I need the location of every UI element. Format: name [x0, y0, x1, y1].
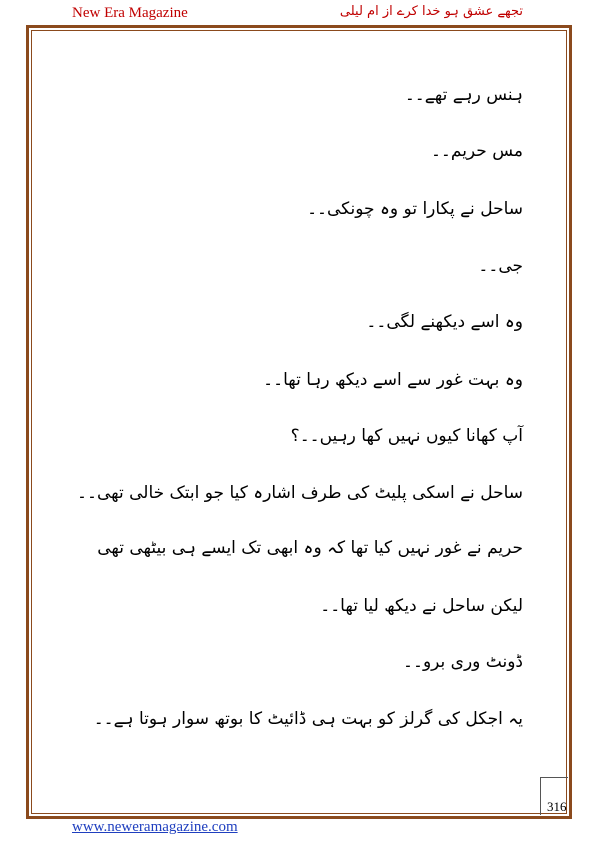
novel-title: تجھے عشق ہو خدا کرے از ام لیلی: [339, 4, 523, 19]
text-line: یہ اجکل کی گرلز کو بہت ہی ڈائیٹ کا بوتھ سوار ہوتا ہے۔۔: [93, 709, 523, 729]
website-link[interactable]: www.neweramagazine.com: [72, 819, 238, 835]
text-line: لیکن ساحل نے دیکھ لیا تھا۔۔: [320, 596, 523, 616]
text-line: جی۔۔: [478, 256, 523, 276]
text-line: مس حریم۔۔: [430, 141, 523, 161]
text-line: ساحل نے اسکی پلیٹ کی طرف اشارہ کیا جو ابتک خالی تھی۔۔: [77, 483, 523, 503]
text-line: وہ اسے دیکھنے لگی۔۔: [366, 312, 523, 332]
text-line: ساحل نے پکارا تو وہ چونکی۔۔: [307, 199, 523, 219]
magazine-name: New Era Magazine: [72, 5, 188, 21]
text-line: آپ کھانا کیوں نہیں کھا رہیں۔۔؟: [290, 426, 523, 446]
text-line: ڈونٹ وری برو۔۔: [403, 652, 523, 672]
text-line: ہنس رہے تھے۔۔: [404, 85, 523, 105]
page-number: 316: [547, 799, 567, 814]
text-line: حریم نے غور نہیں کیا تھا کہ وہ ابھی تک ایسے ہی بیٹھی تھی: [97, 538, 523, 558]
text-line: وہ بہت غور سے اسے دیکھ رہا تھا۔۔: [263, 370, 523, 390]
